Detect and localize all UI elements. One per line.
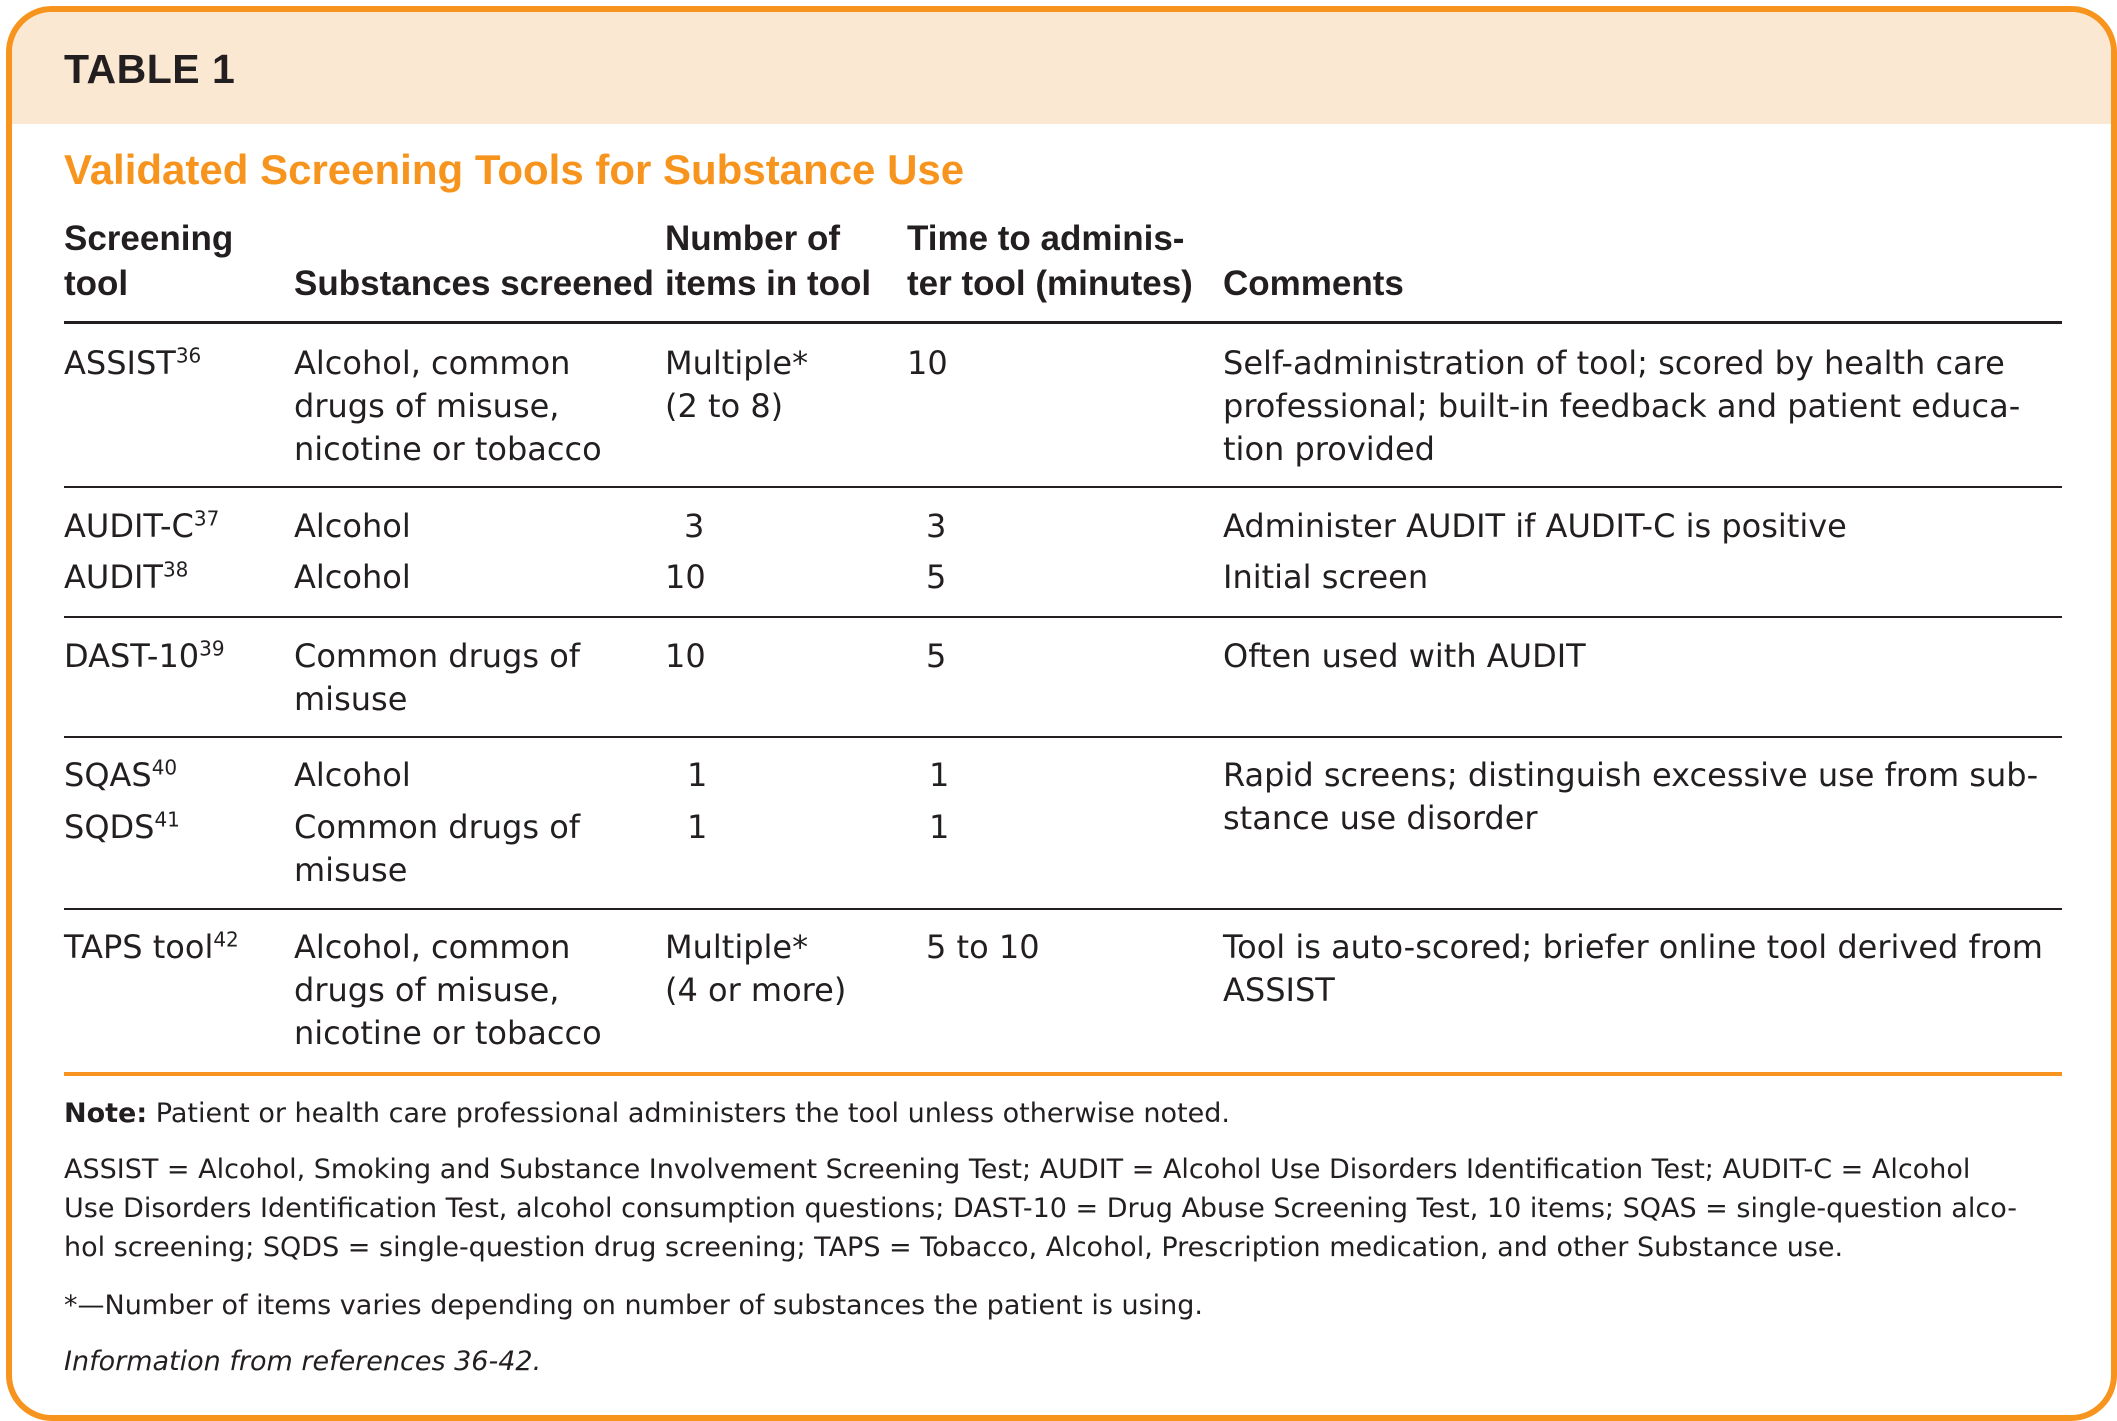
table-row-comments: Initial screen — [1223, 558, 1429, 596]
table-row-time: 10 — [907, 344, 948, 382]
table-row-items: 10 — [665, 558, 706, 596]
table-row-substances — [294, 342, 602, 471]
reference-sup: 39 — [199, 636, 225, 661]
abbreviations-line: Use Disorders Identification Test, alcohol consumption questions; DAST-10 = Drug Abuse Screening Test, 10 items; SQAS = single-question alco- — [64, 1193, 2017, 1224]
table-row-substances: Alcohol — [294, 507, 411, 545]
substances-line: Alcohol, common — [294, 344, 571, 382]
comments-line: ASSIST — [1223, 971, 1335, 1009]
table-row-tool — [64, 505, 219, 548]
tool-name: SQAS — [64, 756, 152, 794]
table-row-tool — [64, 926, 239, 969]
header-items-line1: Number of — [665, 219, 840, 258]
note-label: Note: — [64, 1098, 148, 1129]
tool-name: DAST-10 — [64, 637, 200, 675]
substances-line: drugs of misuse, — [294, 387, 560, 425]
comments-line: Self-administration of tool; scored by health care — [1223, 344, 2005, 382]
comments-line: tion provided — [1223, 430, 1435, 468]
asterisk-note: *—Number of items varies depending on number of substances the patient is using. — [64, 1290, 1204, 1321]
row-rule — [64, 908, 2062, 910]
row-rule — [64, 486, 2062, 488]
table-row-time: 3 — [926, 507, 947, 545]
comments-line: professional; built-in feedback and patient educa- — [1223, 387, 2021, 425]
header-substances: Substances screened — [294, 264, 654, 303]
table-row-time: 5 — [926, 558, 947, 596]
source-note — [64, 1342, 2064, 1381]
table-row-comments: Administer AUDIT if AUDIT-C is positive — [1223, 507, 1847, 545]
substances-line: Common drugs of — [294, 637, 581, 675]
tool-name: ASSIST — [64, 344, 176, 382]
table-row-substances: Alcohol — [294, 558, 411, 596]
header-band — [12, 12, 2111, 124]
tool-name: TAPS tool — [64, 928, 214, 966]
reference-sup: 42 — [213, 927, 239, 952]
table-row-tool — [64, 635, 225, 678]
substances-line: misuse — [294, 851, 408, 889]
table-label: TABLE 1 — [64, 46, 236, 92]
table-row-substances — [294, 635, 580, 721]
table-card — [6, 6, 2117, 1421]
table-row-items: 1 — [687, 808, 708, 846]
table-row-time: 1 — [929, 756, 950, 794]
reference-sup: 37 — [193, 506, 220, 531]
header-time-line2: ter tool (minutes) — [907, 264, 1193, 303]
reference-sup: 38 — [162, 557, 189, 582]
items-line: Multiple* — [665, 344, 809, 382]
row-rule — [64, 736, 2062, 738]
table-row-tool — [64, 806, 180, 849]
abbreviations-line: ASSIST = Alcohol, Smoking and Substance Involvement Screening Test; AUDIT = Alcohol Use Disorders Identification Test; AUDIT-C = Alcohol — [64, 1154, 1971, 1185]
header-comments: Comments — [1223, 264, 1404, 303]
table-row-items: 3 — [684, 507, 705, 545]
table-row-items: 1 — [687, 756, 708, 794]
table-row-comments — [1223, 342, 2020, 471]
tool-name: AUDIT-C — [64, 507, 194, 545]
table-row-comments — [1223, 754, 2038, 840]
note-line — [64, 1094, 2064, 1133]
table-row-substances: Alcohol — [294, 756, 411, 794]
table-row-substances — [294, 806, 580, 892]
abbreviations-note — [64, 1150, 2064, 1267]
note-text: Patient or health care professional administers the tool unless otherwise noted. — [147, 1098, 1230, 1129]
table-row-items: 10 — [665, 637, 706, 675]
header-tool — [64, 216, 233, 306]
substances-line: nicotine or tobacco — [294, 1014, 602, 1052]
substances-line: misuse — [294, 680, 408, 718]
substances-line: Common drugs of — [294, 808, 581, 846]
table-row-tool — [64, 754, 177, 797]
table-row-items — [665, 342, 808, 428]
table-row-comments: Often used with AUDIT — [1223, 637, 1586, 675]
reference-sup: 36 — [175, 343, 202, 368]
reference-sup: 40 — [151, 755, 178, 780]
table-row-time: 1 — [929, 808, 950, 846]
items-line: (4 or more) — [665, 971, 847, 1009]
items-line: (2 to 8) — [665, 387, 784, 425]
table-row-tool — [64, 342, 201, 385]
table-row-time: 5 — [926, 637, 947, 675]
header-items — [665, 216, 871, 306]
tool-name: SQDS — [64, 808, 155, 846]
comments-line: Rapid screens; distinguish excessive use from sub- — [1223, 756, 2039, 794]
header-time — [907, 216, 1193, 306]
substances-line: Alcohol, common — [294, 928, 571, 966]
header-rule — [64, 321, 2062, 324]
abbreviations-line: hol screening; SQDS = single-question drug screening; TAPS = Tobacco, Alcohol, Prescription medication, and other Substance use. — [64, 1232, 1844, 1263]
table-title: Validated Screening Tools for Substance Use — [64, 146, 965, 193]
table-row-comments — [1223, 926, 2043, 1012]
header-tool-line2: tool — [64, 264, 129, 303]
reference-sup: 41 — [154, 807, 180, 832]
items-line: Multiple* — [665, 928, 809, 966]
header-items-line2: items in tool — [665, 264, 872, 303]
source-text: Information from references 36-42. — [64, 1346, 542, 1377]
comments-line: Tool is auto-scored; briefer online tool derived from — [1223, 928, 2043, 966]
table-row-tool — [64, 556, 188, 599]
substances-line: nicotine or tobacco — [294, 430, 602, 468]
table-row-items — [665, 926, 846, 1012]
table-bottom-rule — [64, 1072, 2062, 1076]
header-time-line1: Time to adminis- — [907, 219, 1185, 258]
substances-line: drugs of misuse, — [294, 971, 560, 1009]
header-tool-line1: Screening — [64, 219, 234, 258]
row-rule — [64, 616, 2062, 618]
tool-name: AUDIT — [64, 558, 163, 596]
comments-line: stance use disorder — [1223, 799, 1538, 837]
table-row-time: 5 to 10 — [926, 928, 1040, 966]
table-row-substances — [294, 926, 602, 1055]
